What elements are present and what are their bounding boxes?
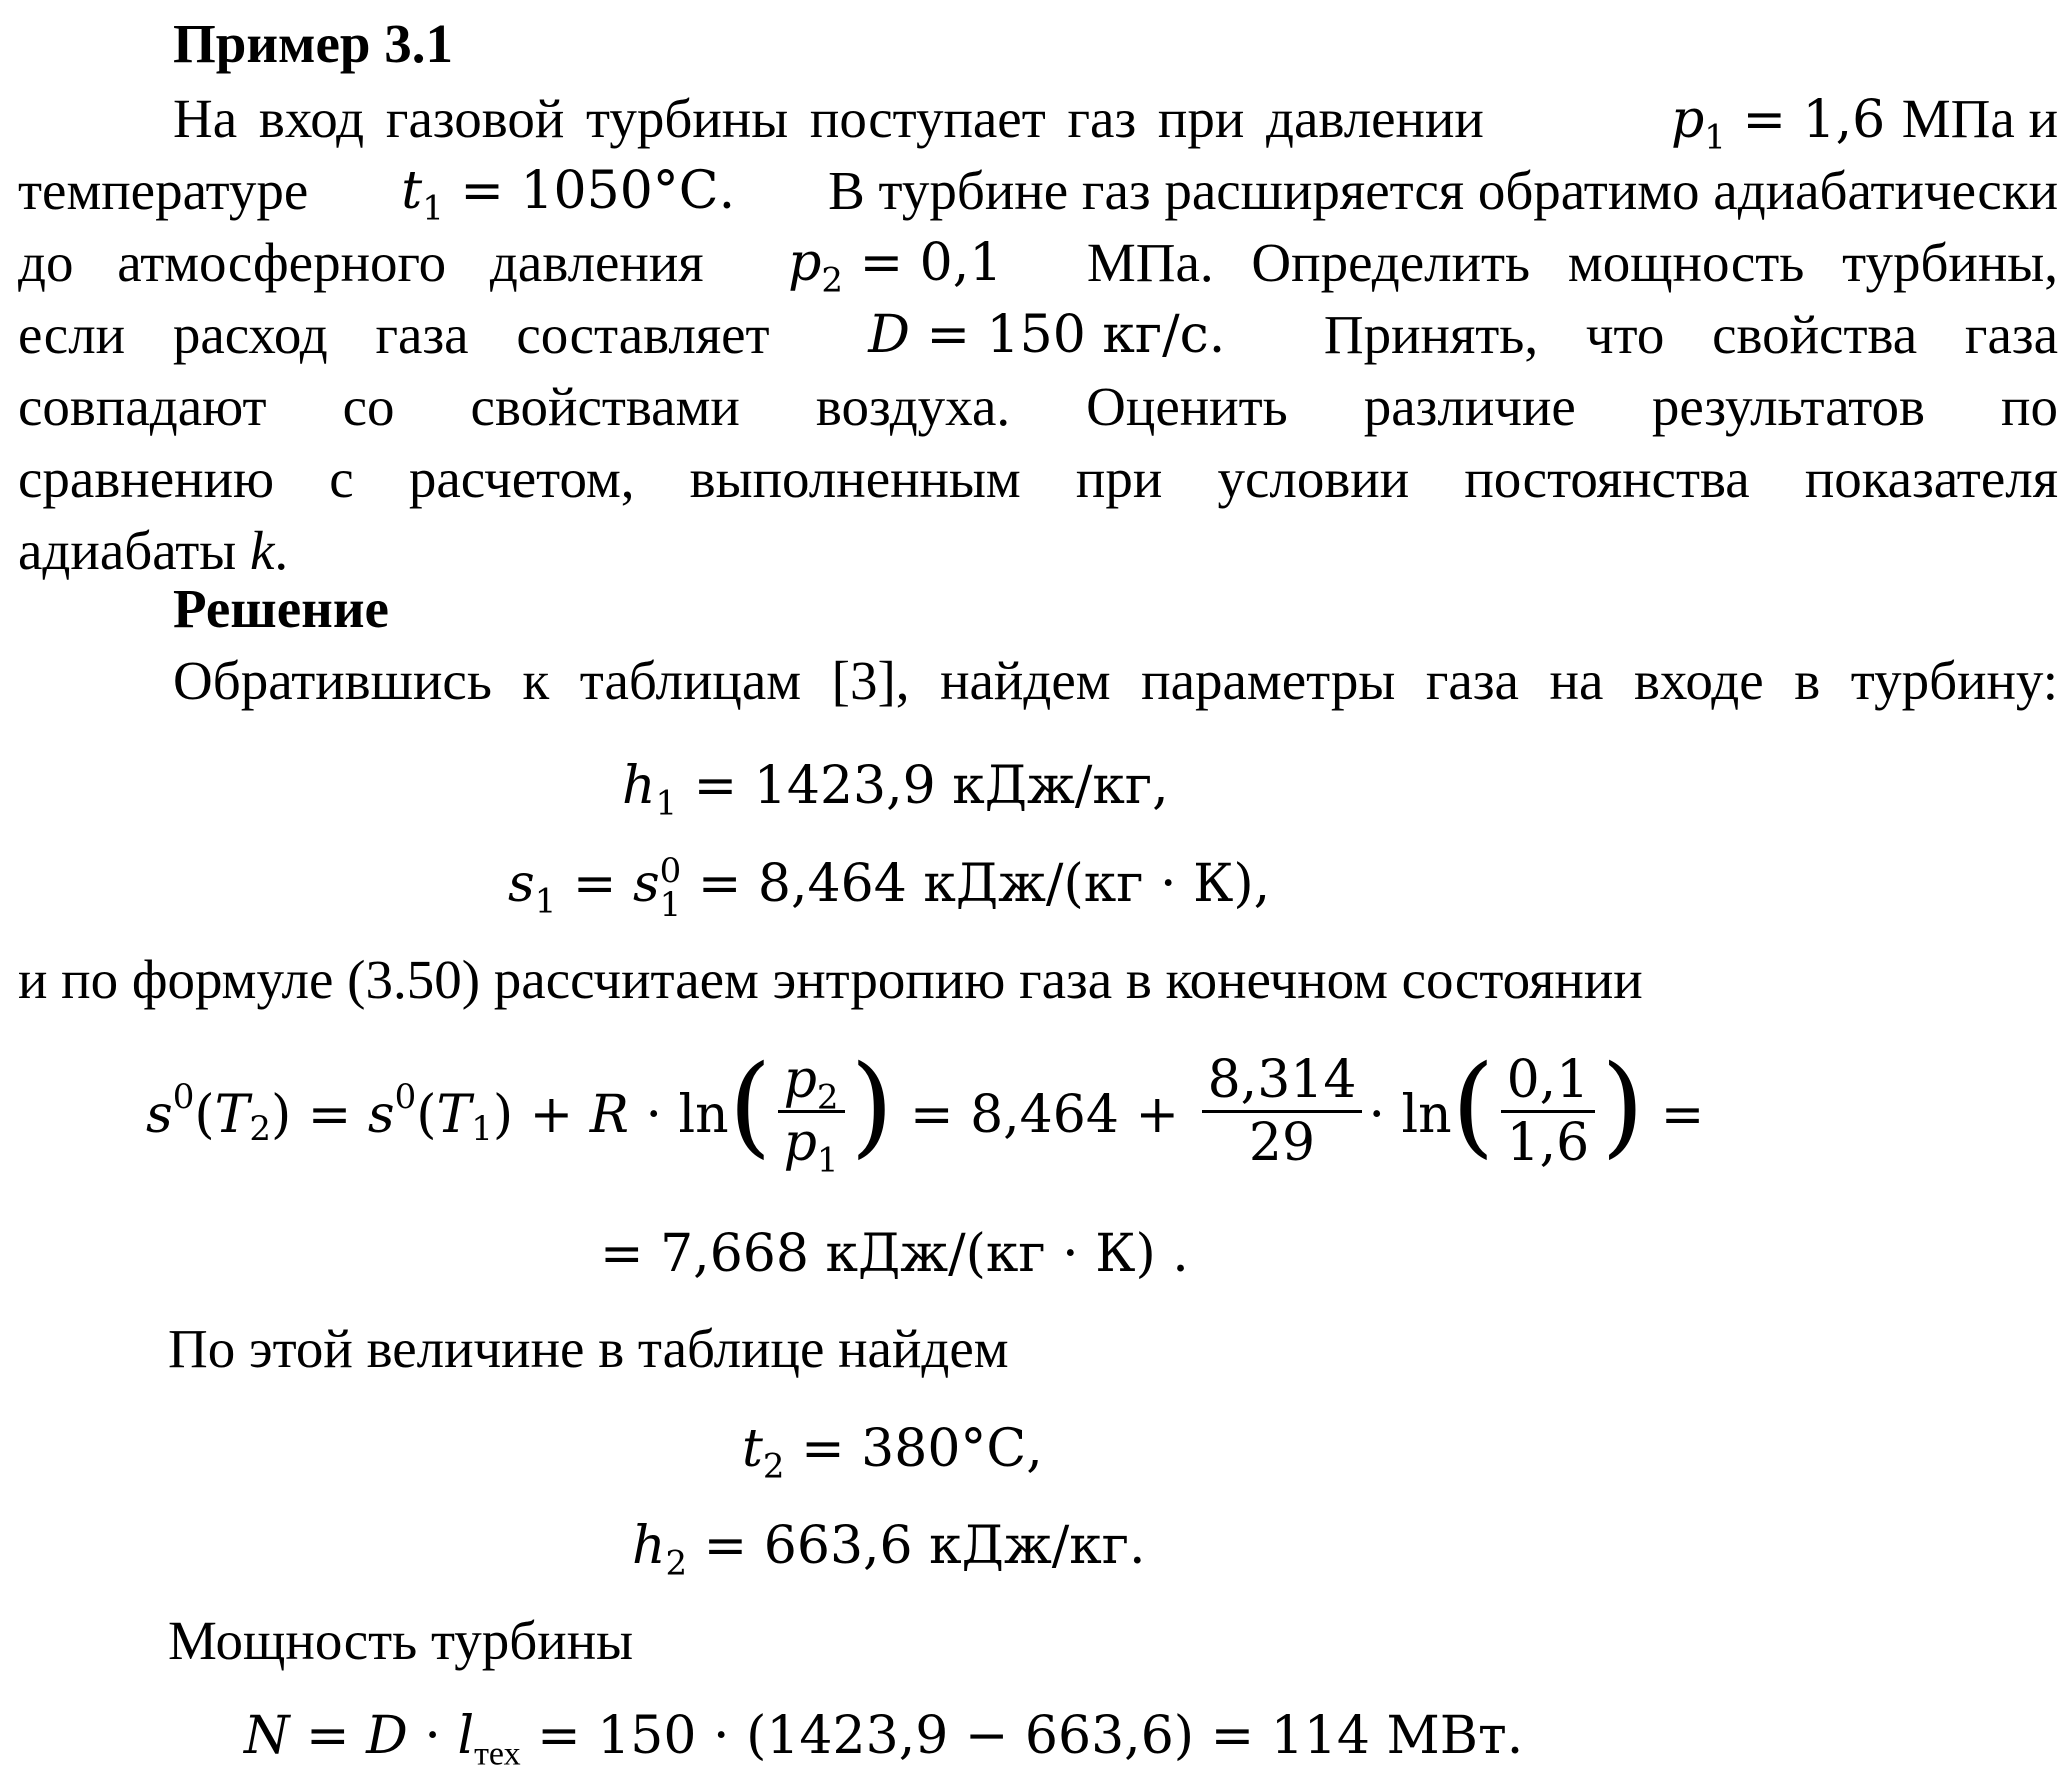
equation-entropy-result: = 7,668 кДж/(кг · К) .	[600, 1224, 1189, 1284]
p2-expression: $p_2 = 0,1$	[788, 233, 1003, 301]
p1-expression: $p_1 = 1,6$ МПа и	[1670, 88, 2058, 158]
text-formula-ref: и по формуле (3.50) рассчитаем энтропию газа в конечном состоянии	[18, 949, 1643, 1010]
problem-line-6: сравнению с расчетом, выполненным при условии постоянства показателя	[18, 448, 2058, 509]
solution-title: Решение	[173, 578, 389, 639]
problem-text: МПа. Определить мощность турбины,	[1086, 232, 2058, 293]
equation-t2: $t_2 = 380^\circ С$,	[742, 1419, 1043, 1487]
text-table-lookup: По этой величине в таблице найдем	[168, 1318, 1009, 1379]
text-power: Мощность турбины	[168, 1610, 634, 1671]
t1-expression: $t_1 = 1050^\circ С$.	[401, 161, 736, 229]
problem-text: На вход газовой турбины поступает газ при давлении	[173, 88, 1484, 149]
example-title: Пример 3.1	[173, 13, 454, 74]
solution-intro: Обратившись к таблицам [3], найдем параметры газа на входе в турбину:	[173, 650, 2058, 711]
fraction-pressure-ratio: $\frac{0,1}{1,6}$	[1501, 1050, 1596, 1173]
problem-line-5: совпадают со свойствами воздуха. Оценить различие результатов по	[18, 376, 2058, 437]
equation-s1: $s_1 = s$ 0 1 = 8,464 кДж/(кг · К),	[508, 850, 1271, 925]
equation-power: $N = D \cdot l_{тех} = 150 \cdot (1423,9 - 663,6) = 114$ МВт.	[244, 1706, 1524, 1773]
problem-text: если расход газа составляет	[18, 304, 770, 365]
problem-text: Принять, что свойства газа	[1323, 304, 2058, 365]
equation-entropy: s $^0$ ( T $_2$ ) = s $^0$ ( T $_1$ ) + R · ln ( $\frac{p_2}{p_1}$ ) = 8,464 + $\frac{8,314}{29}$ · ln ( $\frac{0,1}{1,6}$ ) =	[146, 1041, 1705, 1180]
problem-text: В турбине газ расширяется обратимо адиабатически	[828, 160, 2058, 221]
equation-h1: $h_1 = 1423,9$ кДж/кг,	[622, 756, 1169, 824]
problem-line-4	[18, 299, 2058, 371]
problem-text: температуре	[18, 160, 309, 221]
fraction-R: $\frac{8,314}{29}$	[1202, 1050, 1363, 1173]
D-expression: D = 150 кг/с.	[868, 305, 1226, 365]
problem-line-1	[173, 83, 2058, 156]
problem-line-3	[18, 227, 2058, 299]
problem-line-7: адиабаты k.	[18, 520, 289, 581]
problem-line-2	[18, 155, 2058, 227]
fraction-p2-p1: $\frac{p_2}{p_1}$	[778, 1050, 845, 1173]
equation-h2: $h_2 = 663,6$ кДж/кг.	[632, 1516, 1146, 1584]
problem-text: до атмосферного давления	[18, 232, 704, 293]
